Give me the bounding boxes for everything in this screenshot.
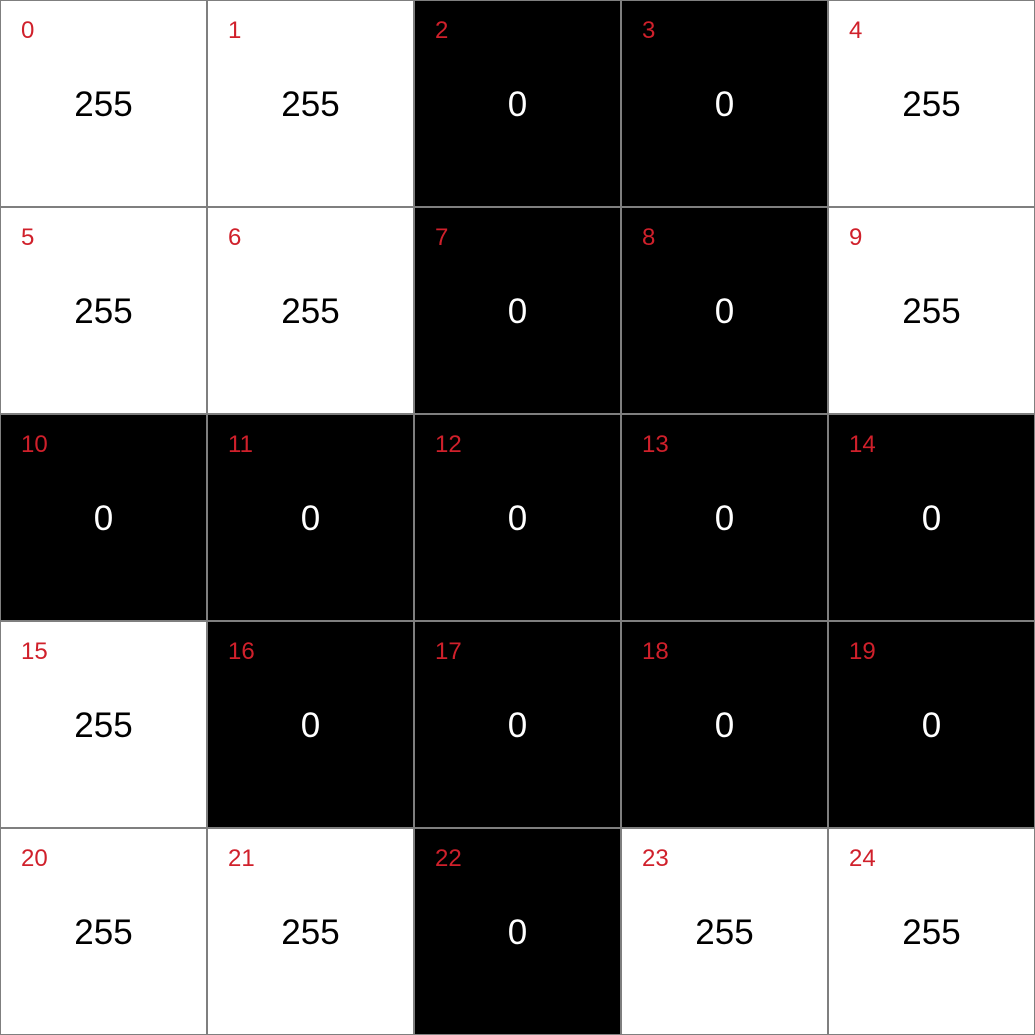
pixel-cell-4 bbox=[828, 0, 1035, 207]
cell-index-label: 17 bbox=[435, 638, 462, 665]
cell-value-label: 255 bbox=[695, 913, 754, 952]
pixel-cell-22 bbox=[414, 828, 621, 1035]
cell-value-label: 255 bbox=[74, 292, 133, 331]
cell-value-label: 0 bbox=[921, 706, 942, 745]
pixel-cell-15 bbox=[0, 621, 207, 828]
pixel-cell-21 bbox=[207, 828, 414, 1035]
cell-index-label: 12 bbox=[435, 431, 462, 458]
cell-value-label: 255 bbox=[74, 85, 133, 124]
cell-index-label: 15 bbox=[21, 638, 48, 665]
cell-index-label: 4 bbox=[849, 17, 863, 44]
pixel-cell-8 bbox=[621, 207, 828, 414]
cell-value-label: 255 bbox=[902, 913, 961, 952]
cell-index-label: 3 bbox=[642, 17, 656, 44]
cell-value-label: 0 bbox=[300, 499, 321, 538]
cell-value-label: 0 bbox=[507, 706, 528, 745]
cell-index-label: 18 bbox=[642, 638, 669, 665]
cell-value-label: 0 bbox=[714, 706, 735, 745]
cell-index-label: 22 bbox=[435, 845, 462, 872]
pixel-cell-0 bbox=[0, 0, 207, 207]
pixel-cell-1 bbox=[207, 0, 414, 207]
pixel-cell-23 bbox=[621, 828, 828, 1035]
cell-value-label: 255 bbox=[74, 913, 133, 952]
cell-index-label: 8 bbox=[642, 224, 656, 251]
cell-value-label: 255 bbox=[281, 85, 340, 124]
cell-index-label: 20 bbox=[21, 845, 48, 872]
pixel-cell-24 bbox=[828, 828, 1035, 1035]
cell-index-label: 11 bbox=[228, 431, 253, 458]
cell-index-label: 24 bbox=[849, 845, 876, 872]
cell-value-label: 0 bbox=[93, 499, 114, 538]
cell-index-label: 23 bbox=[642, 845, 669, 872]
cell-index-label: 16 bbox=[228, 638, 255, 665]
cell-value-label: 0 bbox=[714, 292, 735, 331]
cell-value-label: 0 bbox=[507, 499, 528, 538]
cell-index-label: 7 bbox=[435, 224, 449, 251]
cell-index-label: 19 bbox=[849, 638, 876, 665]
cell-index-label: 13 bbox=[642, 431, 669, 458]
pixel-cell-20 bbox=[0, 828, 207, 1035]
cell-index-label: 9 bbox=[849, 224, 863, 251]
pixel-cell-10 bbox=[0, 414, 207, 621]
cell-index-label: 2 bbox=[435, 17, 449, 44]
cell-index-label: 0 bbox=[21, 17, 35, 44]
pixel-cell-19 bbox=[828, 621, 1035, 828]
cell-value-label: 255 bbox=[74, 706, 133, 745]
pixel-cell-6 bbox=[207, 207, 414, 414]
cell-value-label: 0 bbox=[714, 499, 735, 538]
pixel-cell-7 bbox=[414, 207, 621, 414]
cell-value-label: 255 bbox=[281, 292, 340, 331]
pixel-cell-11 bbox=[207, 414, 414, 621]
pixel-cell-13 bbox=[621, 414, 828, 621]
pixel-cell-2 bbox=[414, 0, 621, 207]
pixel-cell-17 bbox=[414, 621, 621, 828]
cell-value-label: 0 bbox=[300, 706, 321, 745]
cell-index-label: 10 bbox=[21, 431, 48, 458]
cell-index-label: 21 bbox=[228, 845, 255, 872]
pixel-cell-3 bbox=[621, 0, 828, 207]
cell-index-label: 14 bbox=[849, 431, 876, 458]
cell-value-label: 0 bbox=[921, 499, 942, 538]
cell-value-label: 255 bbox=[902, 85, 961, 124]
cell-index-label: 6 bbox=[228, 224, 242, 251]
cell-value-label: 0 bbox=[507, 292, 528, 331]
pixel-cell-16 bbox=[207, 621, 414, 828]
cell-index-label: 5 bbox=[21, 224, 35, 251]
cell-value-label: 0 bbox=[507, 913, 528, 952]
cell-index-label: 1 bbox=[228, 17, 242, 44]
cell-value-label: 255 bbox=[281, 913, 340, 952]
cell-value-label: 0 bbox=[714, 85, 735, 124]
pixel-cell-18 bbox=[621, 621, 828, 828]
cell-value-label: 255 bbox=[902, 292, 961, 331]
pixel-cell-12 bbox=[414, 414, 621, 621]
pixel-cell-5 bbox=[0, 207, 207, 414]
pixel-cell-9 bbox=[828, 207, 1035, 414]
cell-value-label: 0 bbox=[507, 85, 528, 124]
pixel-cell-14 bbox=[828, 414, 1035, 621]
